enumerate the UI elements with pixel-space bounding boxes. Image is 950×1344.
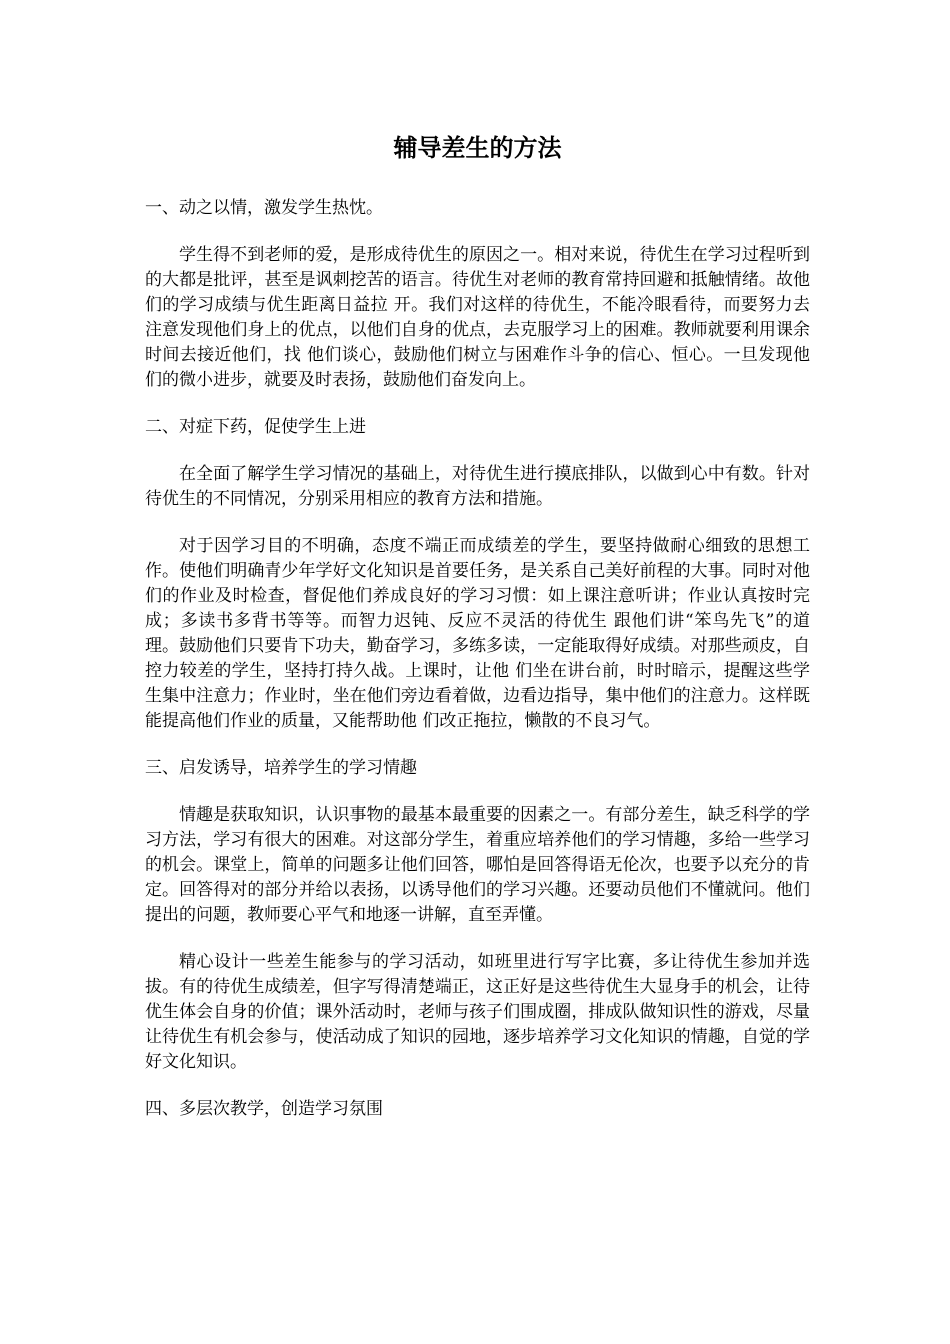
section-heading: 三、启发诱导，培养学生的学习情趣 <box>145 758 417 778</box>
section-3 <box>145 756 810 1075</box>
paragraph: 精心设计一些差生能参与的学习活动，如班里进行写字比赛，多让待优生参加并选拔。有的待优生成绩差，但字写得清楚端正，这正好是这些待优生大显身手的机会，让待优生体会自身的价值；课外活动时，老师与孩子们围成圈，排成队做知识性的游戏，尽量让待优生有机会参与，使活动成了知识的园地，逐步培养学习文化知识的情趣，自觉的学好文化知识。 <box>145 952 810 1072</box>
document-page <box>145 130 810 1144</box>
paragraph: 情趣是获取知识，认识事物的最基本最重要的因素之一。有部分差生，缺乏科学的学习方法，学习有很大的困难。对这部分学生，着重应培养他们的学习情趣，多给一些学习的机会。课堂上，简单的问题多让他们回答，哪怕是回答得语无伦次，也要予以充分的肯定。回答得对的部分并给以表扬，以诱导他们的学习兴趣。还要动员他们不懂就问。他们提出的问题，教师要心平气和地逐一讲解，直至弄懂。 <box>145 805 810 925</box>
section-4 <box>145 1097 810 1122</box>
section-2 <box>145 415 810 734</box>
paragraph: 对于因学习目的不明确，态度不端正而成绩差的学生，要坚持做耐心细致的思想工作。使他们明确青少年学好文化知识是首要任务，是关系自己美好前程的大事。同时对他们的作业及时检查，督促他们养成良好的学习习惯：如上课注意听讲；作业认真按时完成；多读书多背书等等。而智力迟钝、反应不灵活的待优生 跟他们讲“笨鸟先飞”的道理。鼓励他们只要肯下功夫，勤奋学习，多练多读，一定能取得好成绩。对那些顽皮，自控力较差的学生，坚持打持久战。上课时，让他 们坐在讲台前，时时暗示，提醒这些学生集中注意力；作业时，坐在他们旁边看着做，边看边指导，集中他们的注意力。这样既能提高他们作业的质量，又能帮助他 们改正拖拉，懒散的不良习气。 <box>145 536 810 731</box>
section-heading: 四、多层次教学，创造学习氛围 <box>145 1099 383 1119</box>
paragraph: 学生得不到老师的爱，是形成待优生的原因之一。相对来说，待优生在学习过程听到的大都是批评，甚至是讽刺挖苦的语言。待优生对老师的教育常持回避和抵触情绪。故他们的学习成绩与优生距离日益拉 开。我们对这样的待优生，不能冷眼看待，而要努力去注意发现他们身上的优点，以他们自身的优点，去克服学习上的困难。教师就要利用课余时间去接近他们，找 他们谈心，鼓励他们树立与困难作斗争的信心、恒心。一旦发现他们的微小进步，就要及时表扬，鼓励他们奋发向上。 <box>145 245 810 390</box>
document-title: 辅导差生的方法 <box>393 133 562 162</box>
section-1 <box>145 196 810 393</box>
section-heading: 一、动之以情，激发学生热忱。 <box>145 198 383 218</box>
paragraph: 在全面了解学生学习情况的基础上，对待优生进行摸底排队，以做到心中有数。针对待优生的不同情况，分别采用相应的教育方法和措施。 <box>145 464 810 509</box>
section-heading: 二、对症下药，促使学生上进 <box>145 417 366 437</box>
